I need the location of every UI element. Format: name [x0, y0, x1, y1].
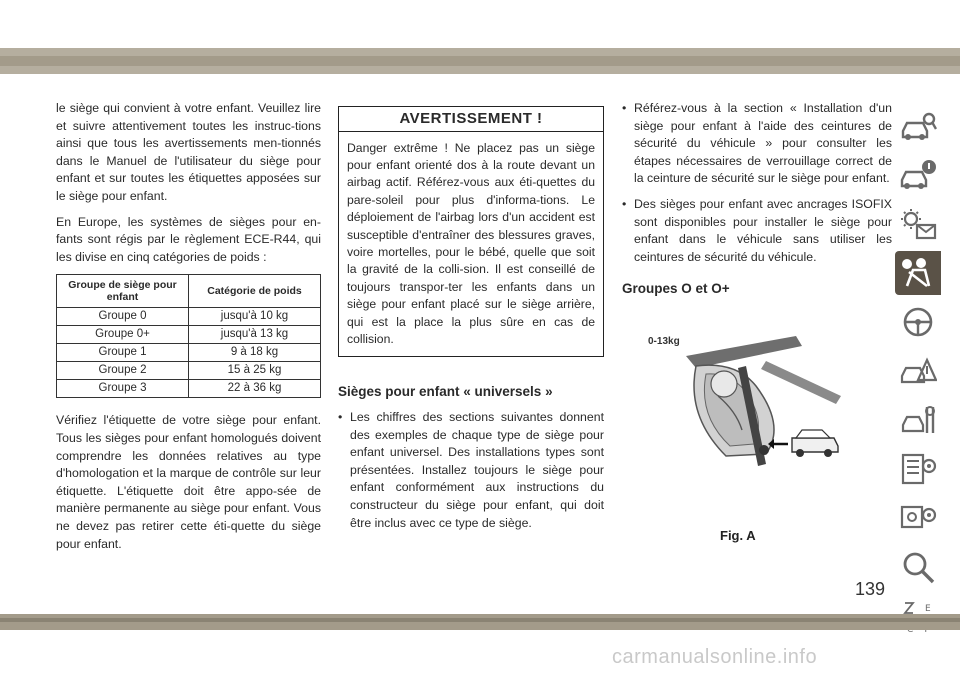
- column-2: [338, 100, 604, 540]
- paragraph-label-check: Vérifiez l'étiquette de votre siège pour enfant. Tous les sièges pour enfant homologués doivent comprendre les données relatives au type d'homologation et la marque de contrôle sur leur étiquette. L'étiquette doit être appo-sée de manière permanente au siège pour enfant. Vous ne devez pas retirer cette éti-quette du siège pour enfant.: [56, 413, 321, 551]
- sidebar-item-emergency[interactable]: [895, 349, 941, 393]
- weight-category-table: [56, 274, 321, 398]
- table-row: [57, 326, 321, 344]
- section-heading-groups: Groupes O et O+: [622, 281, 730, 297]
- column-1: [56, 100, 321, 561]
- table-cell: 15 à 25 kg: [189, 362, 321, 380]
- service-tools-icon: [899, 403, 937, 437]
- table-row: [57, 308, 321, 326]
- table-cell: 22 à 36 kg: [189, 380, 321, 398]
- bullet-item: • Les chiffres des sections suivantes donnent des exemples de chaque type de siège pour enfant universel. Des installations types sont présentées. Installez toujours le siège pour enfant conformément aux instructions du constructeur du siège pour enfant, qui doit être inclus avec ce type de siège.: [338, 409, 604, 532]
- sidebar-item-warning-lights[interactable]: [895, 202, 941, 246]
- watermark: carmanualsonline.info: [612, 646, 818, 668]
- car-info-icon: [899, 158, 937, 192]
- warning-text: Danger extrême ! Ne placez pas un siège pour enfant orienté dos à la route devant un airbag actif. Référez-vous aux éti-quettes du pare-soleil pour plus d'informa-tions. Le déploiement de l'airbag lors d'un accident est susceptible d'entraîner des blessures graves, voire mortelles, pour le bébé, quelle que soit la gravité de la colli-sion. Il est conseillé de toujours transpor-ter les enfants dans un siège pour enfant placé sur le siège arrière, qui est la place la plus sûre en cas de collision.: [347, 140, 595, 347]
- steering-wheel-icon: [899, 305, 937, 339]
- table-header-weight: Catégorie de poids: [189, 275, 321, 308]
- table-row: [57, 380, 321, 398]
- svg-text:E: E: [925, 604, 931, 614]
- figure-rear-facing-seat: [646, 326, 846, 476]
- emergency-triangle-icon: [899, 354, 937, 388]
- paragraph-europe: En Europe, les systèmes de sièges pour en-fants sont régis par le règlement ECE-R44, qui les divise en cinq catégories de poids :: [56, 214, 321, 264]
- sidebar-item-service[interactable]: [895, 398, 941, 442]
- multimedia-icon: [899, 501, 937, 535]
- sidebar-item-search[interactable]: [895, 545, 941, 589]
- specifications-icon: [899, 452, 937, 486]
- sidebar-item-car-info[interactable]: [895, 153, 941, 197]
- warning-box: [338, 106, 604, 357]
- sidebar-item-multimedia[interactable]: [895, 496, 941, 540]
- table-cell: Groupe 3: [57, 380, 189, 398]
- car-key-icon: [899, 109, 937, 143]
- table-cell: jusqu'à 13 kg: [189, 326, 321, 344]
- column-3: [622, 100, 892, 476]
- bullet-item: • Des sièges pour enfant avec ancrages ISOFIX sont disponibles pour installer le siège pour enfant dans le véhicule sans utiliser les ceintures de sécurité du véhicule.: [622, 196, 892, 266]
- section-heading-universal: Sièges pour enfant « universels »: [338, 384, 553, 400]
- figure-caption: Fig. A: [720, 528, 756, 543]
- sidebar-item-car-key[interactable]: [895, 104, 941, 148]
- table-cell: Groupe 0: [57, 308, 189, 326]
- warning-title: AVERTISSEMENT !: [339, 107, 603, 132]
- sidebar-item-specifications[interactable]: [895, 447, 941, 491]
- paragraph-intro: le siège qui convient à votre enfant. Veuillez lire et suivre attentivement toutes les instruc-tions ainsi que tous les avertissements men-tionnés dans le Manuel de l'utilisateur du siège pour enfant et sur toutes les étiquettes apposées sur le siège pour enfant.: [56, 101, 321, 203]
- sidebar-item-driving[interactable]: [895, 300, 941, 344]
- child-seat-illustration-icon: [646, 326, 846, 476]
- bullet-item: • Référez-vous à la section « Installation d'un siège pour enfant à l'aide des ceintures de sécurité du véhicule » pour consulter les étapes nécessaires de verrouillage correct de la ceinture de sécurité sur le siège pour enfant.: [622, 100, 892, 188]
- table-cell: jusqu'à 10 kg: [189, 308, 321, 326]
- safety-airbag-icon: [899, 256, 937, 290]
- page-number: 139: [855, 579, 886, 599]
- search-icon: [899, 550, 937, 584]
- warning-lights-message-icon: [899, 207, 937, 241]
- table-header-group: Groupe de siège pour enfant: [57, 275, 189, 308]
- figure-weight-label: 0-13kg: [648, 335, 680, 347]
- header-band: [0, 48, 960, 74]
- table-row: [57, 344, 321, 362]
- sidebar-item-safety[interactable]: [895, 251, 941, 295]
- chapter-sidebar: [895, 104, 947, 643]
- table-cell: Groupe 0+: [57, 326, 189, 344]
- table-cell: 9 à 18 kg: [189, 344, 321, 362]
- table-cell: Groupe 2: [57, 362, 189, 380]
- table-cell: Groupe 1: [57, 344, 189, 362]
- table-row: [57, 362, 321, 380]
- footer-band: [0, 614, 960, 630]
